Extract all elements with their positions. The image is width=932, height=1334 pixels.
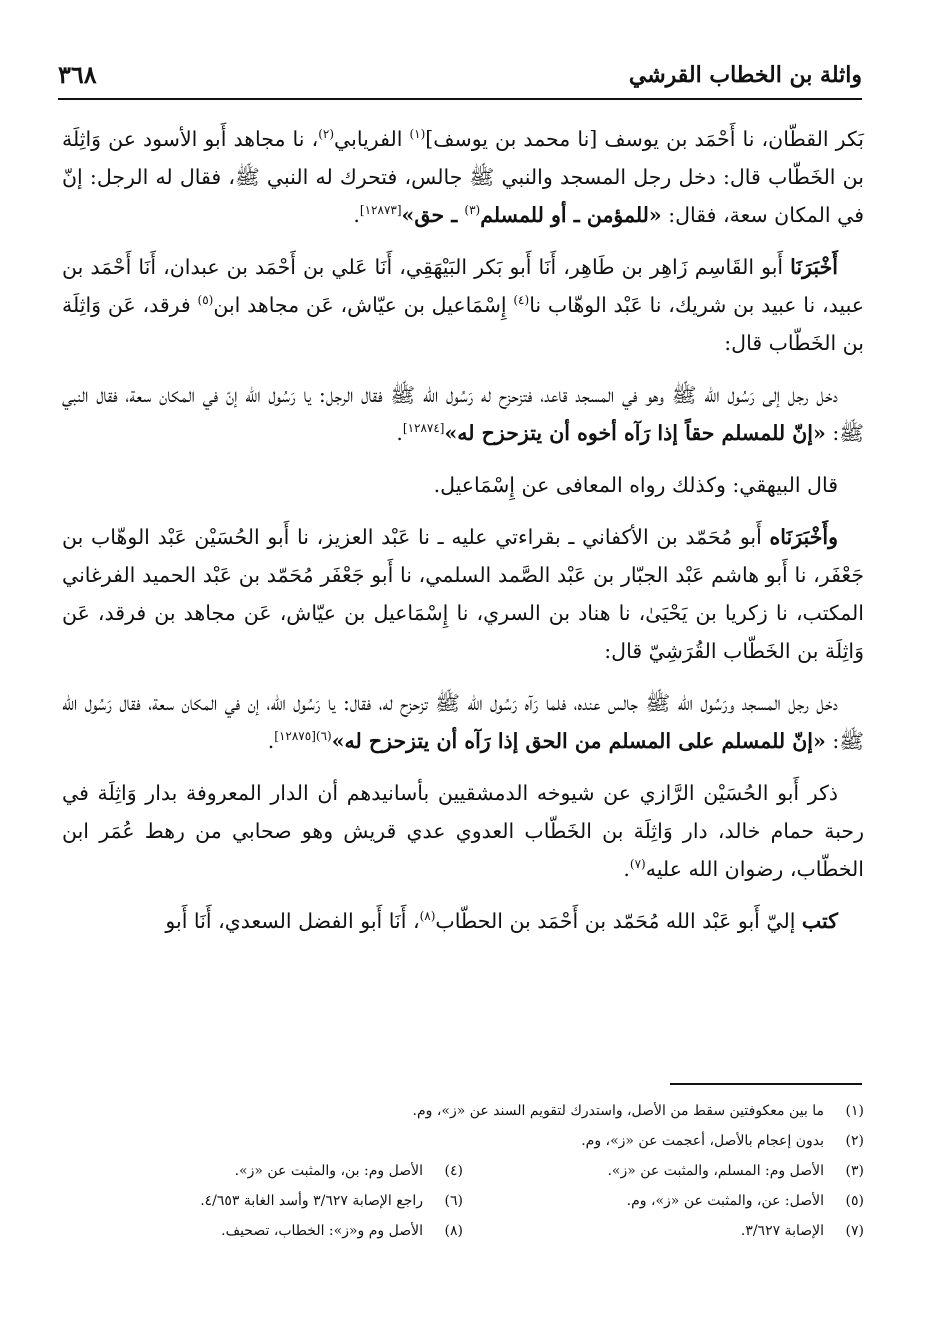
hadith-quote: «للمؤمن ـ أو للمسلم <box>480 203 662 227</box>
text-run: . <box>396 421 403 445</box>
footnote-row <box>62 1216 864 1246</box>
footnotes <box>62 1096 864 1246</box>
footnote-number: (٣) <box>845 1163 864 1179</box>
footnote-text: ما بين معكوفتين سقط من الأصل، واستدرك لتقويم السند عن «ز»، وم. <box>412 1103 824 1119</box>
footnote-ref: (٨) <box>419 909 436 924</box>
footnote-ref: (٣) <box>464 203 481 218</box>
text-run: إليّ أَبو عَبْد الله مُحَمّد بن أَحْمَد بن الحطّاب <box>435 909 802 933</box>
hadith-number: [١٢٨٧٣] <box>359 203 402 218</box>
footnote-text: الأصل وم: بن، والمثبت عن «ز». <box>234 1163 423 1179</box>
text-run: ذكر أَبو الحُسَيْن الرَّازي عن شيوخه الدمشقيين بأسانيدهم أن الدار المعروفة بدار وَاثِلَة في رحبة حمام خالد، دار وَاثِلَة بن الخَطّاب العدوي عدي قريش وهو صحابي من رهط عُمَر ابن الخطّاب، رضوان الله عليه <box>62 781 864 881</box>
footnote-5 <box>463 1186 864 1216</box>
footnote-number: (٧) <box>845 1223 864 1239</box>
lead-word: وأَخْبَرَنَاه <box>769 525 838 549</box>
footnote-divider <box>670 1083 862 1085</box>
text-run: قال البيهقي: وكذلك رواه المعافى عن إِسْمَاعيل. <box>433 473 838 497</box>
footnote-6 <box>62 1186 463 1216</box>
footnote-1 <box>62 1096 864 1126</box>
footnote-number: (٦) <box>444 1193 463 1209</box>
lead-word: كتب <box>801 909 838 933</box>
text-run: إِسْمَاعيل بن عيّاش، عَن مجاهد ابن <box>213 293 514 317</box>
header-title: واثلة بن الخطاب القرشي <box>628 62 862 88</box>
footnote-number: (٤) <box>444 1163 463 1179</box>
text-run: أَبو مُحَمّد بن الأكفاني ـ بقراءتي عليه ـ نا عَبْد العزيز، نا أَبو الحُسَيْن عَبْد الوهّاب بن جَعْفَر، نا أَبو هاشم عَبْد الجبّار بن عَبْد الصَّمد السلمي، نا أَبو جَعْفَر مُحَمّد بن عَبْد الحميد الفرغاني المكتب، نا زكريا بن يَحْيَىٰ، نا هناد بن السري، نا إِسْمَاعيل بن عيّاش، عَن مجاهد بن فرقد، عَن وَاثِلَة بن الخَطّاب القُرَشِيّ قال: <box>62 525 864 663</box>
footnote-7 <box>463 1216 864 1246</box>
hadith-quote: «إنّ للمسلم على المسلم من الحق إذا رَآه أن يتزحزح له» <box>331 729 826 753</box>
footnote-ref: (٥) <box>197 293 214 308</box>
footnote-row <box>62 1186 864 1216</box>
text-run: دخل رجل إلى رَسُول الله ﷺ وهو في المسجد قاعد، فتزحزح له رَسُول الله ﷺ فقال الرجل: يا رَسُول الله إنّ في المكان سعة، فقال النبي ﷺ: <box>62 383 864 445</box>
footnote-text: الأصل وم و«ز»: الخطاب، تصحيف. <box>221 1223 423 1239</box>
paragraph-7 <box>62 774 864 888</box>
paragraph-1 <box>62 120 864 234</box>
footnote-text: الأصل وم: المسلم، والمثبت عن «ز». <box>607 1163 824 1179</box>
footnote-number: (٢) <box>845 1133 864 1149</box>
paragraph-6 <box>62 684 864 760</box>
hadith-number: [١٢٨٧٤] <box>402 421 445 436</box>
text-run: ، نا مجاهد أَبو الأسود عن وَاثِلَة بن الخَطّاب قال: دخل رجل المسجد والنبي ﷺ جالس، فتحرك له النبي ﷺ، فقال له الرجل: إنّ في المكان سعة، فقال: <box>62 127 864 227</box>
footnote-text: راجع الإصابة ٣/٦٢٧ وأسد الغابة ٤/٦٥٣. <box>200 1193 423 1209</box>
text-run: . <box>623 857 630 881</box>
footnote-number: (٨) <box>444 1223 463 1239</box>
text-run: . <box>353 203 360 227</box>
text-run: دخل رجل المسجد ورَسُول الله ﷺ جالس عنده، فلما رَآه رَسُول الله ﷺ تزحزح له، فقال: يا رَسُول الله، إن في المكان سعة، فقال رَسُول الله ﷺ: <box>62 691 864 753</box>
footnote-row <box>62 1156 864 1186</box>
text-run: أَبو القَاسِم زَاهِر بن طَاهِر، أَنَا أَبو بَكر البَيْهَقِي، أَنَا عَلي بن أَحْمَد بن عبدان، أَنَا أَحْمَد بن عبيد، نا عبيد بن شريك، نا عَبْد الوهّاب نا <box>62 255 864 317</box>
hadith-number: [١٢٨٧٥] <box>274 729 316 744</box>
hadith-quote: ـ حق» <box>401 203 465 227</box>
text-run: فرقد، عَن وَاثِلَة بن الخَطّاب قال: <box>62 293 864 355</box>
paragraph-8 <box>62 902 864 940</box>
text-run: الفريابي <box>334 127 410 151</box>
page-number: ٣٦٨ <box>58 60 97 89</box>
text-run: . <box>267 729 275 753</box>
footnote-ref: (٦) <box>315 729 332 744</box>
footnote-number: (٥) <box>845 1193 864 1209</box>
footnote-number: (١) <box>845 1103 864 1119</box>
running-header <box>58 58 862 100</box>
footnote-text: بدون إعجام بالأصل، أعجمت عن «ز»، وم. <box>581 1133 824 1149</box>
footnote-ref: (١) <box>409 127 426 142</box>
footnote-3 <box>463 1156 864 1186</box>
main-text <box>62 120 864 954</box>
paragraph-4 <box>62 466 864 504</box>
footnote-8 <box>62 1216 463 1246</box>
lead-word: أَخْبَرَنَا <box>790 255 838 279</box>
footnote-row <box>62 1096 864 1126</box>
paragraph-3 <box>62 376 864 452</box>
text-run: ، أَنَا أَبو الفضل السعدي، أَنَا أَبو <box>165 909 420 933</box>
paragraph-2 <box>62 248 864 362</box>
text-run: بَكر القطّان، نا أَحْمَد بن يوسف [نا محمد بن يوسف] <box>425 127 864 151</box>
footnote-row <box>62 1126 864 1156</box>
footnote-ref: (٢) <box>318 127 335 142</box>
footnote-2 <box>62 1126 864 1156</box>
paragraph-5 <box>62 518 864 670</box>
footnote-text: الأصل: عن، والمثبت عن «ز»، وم. <box>626 1193 824 1209</box>
hadith-quote: «إنّ للمسلم حقاً إذا رَآه أخوه أن يتزحزح له» <box>444 421 826 445</box>
footnote-4 <box>62 1156 463 1186</box>
footnote-ref: (٧) <box>629 857 646 872</box>
footnote-text: الإصابة ٣/٦٢٧. <box>740 1223 824 1239</box>
footnote-ref: (٤) <box>513 293 530 308</box>
